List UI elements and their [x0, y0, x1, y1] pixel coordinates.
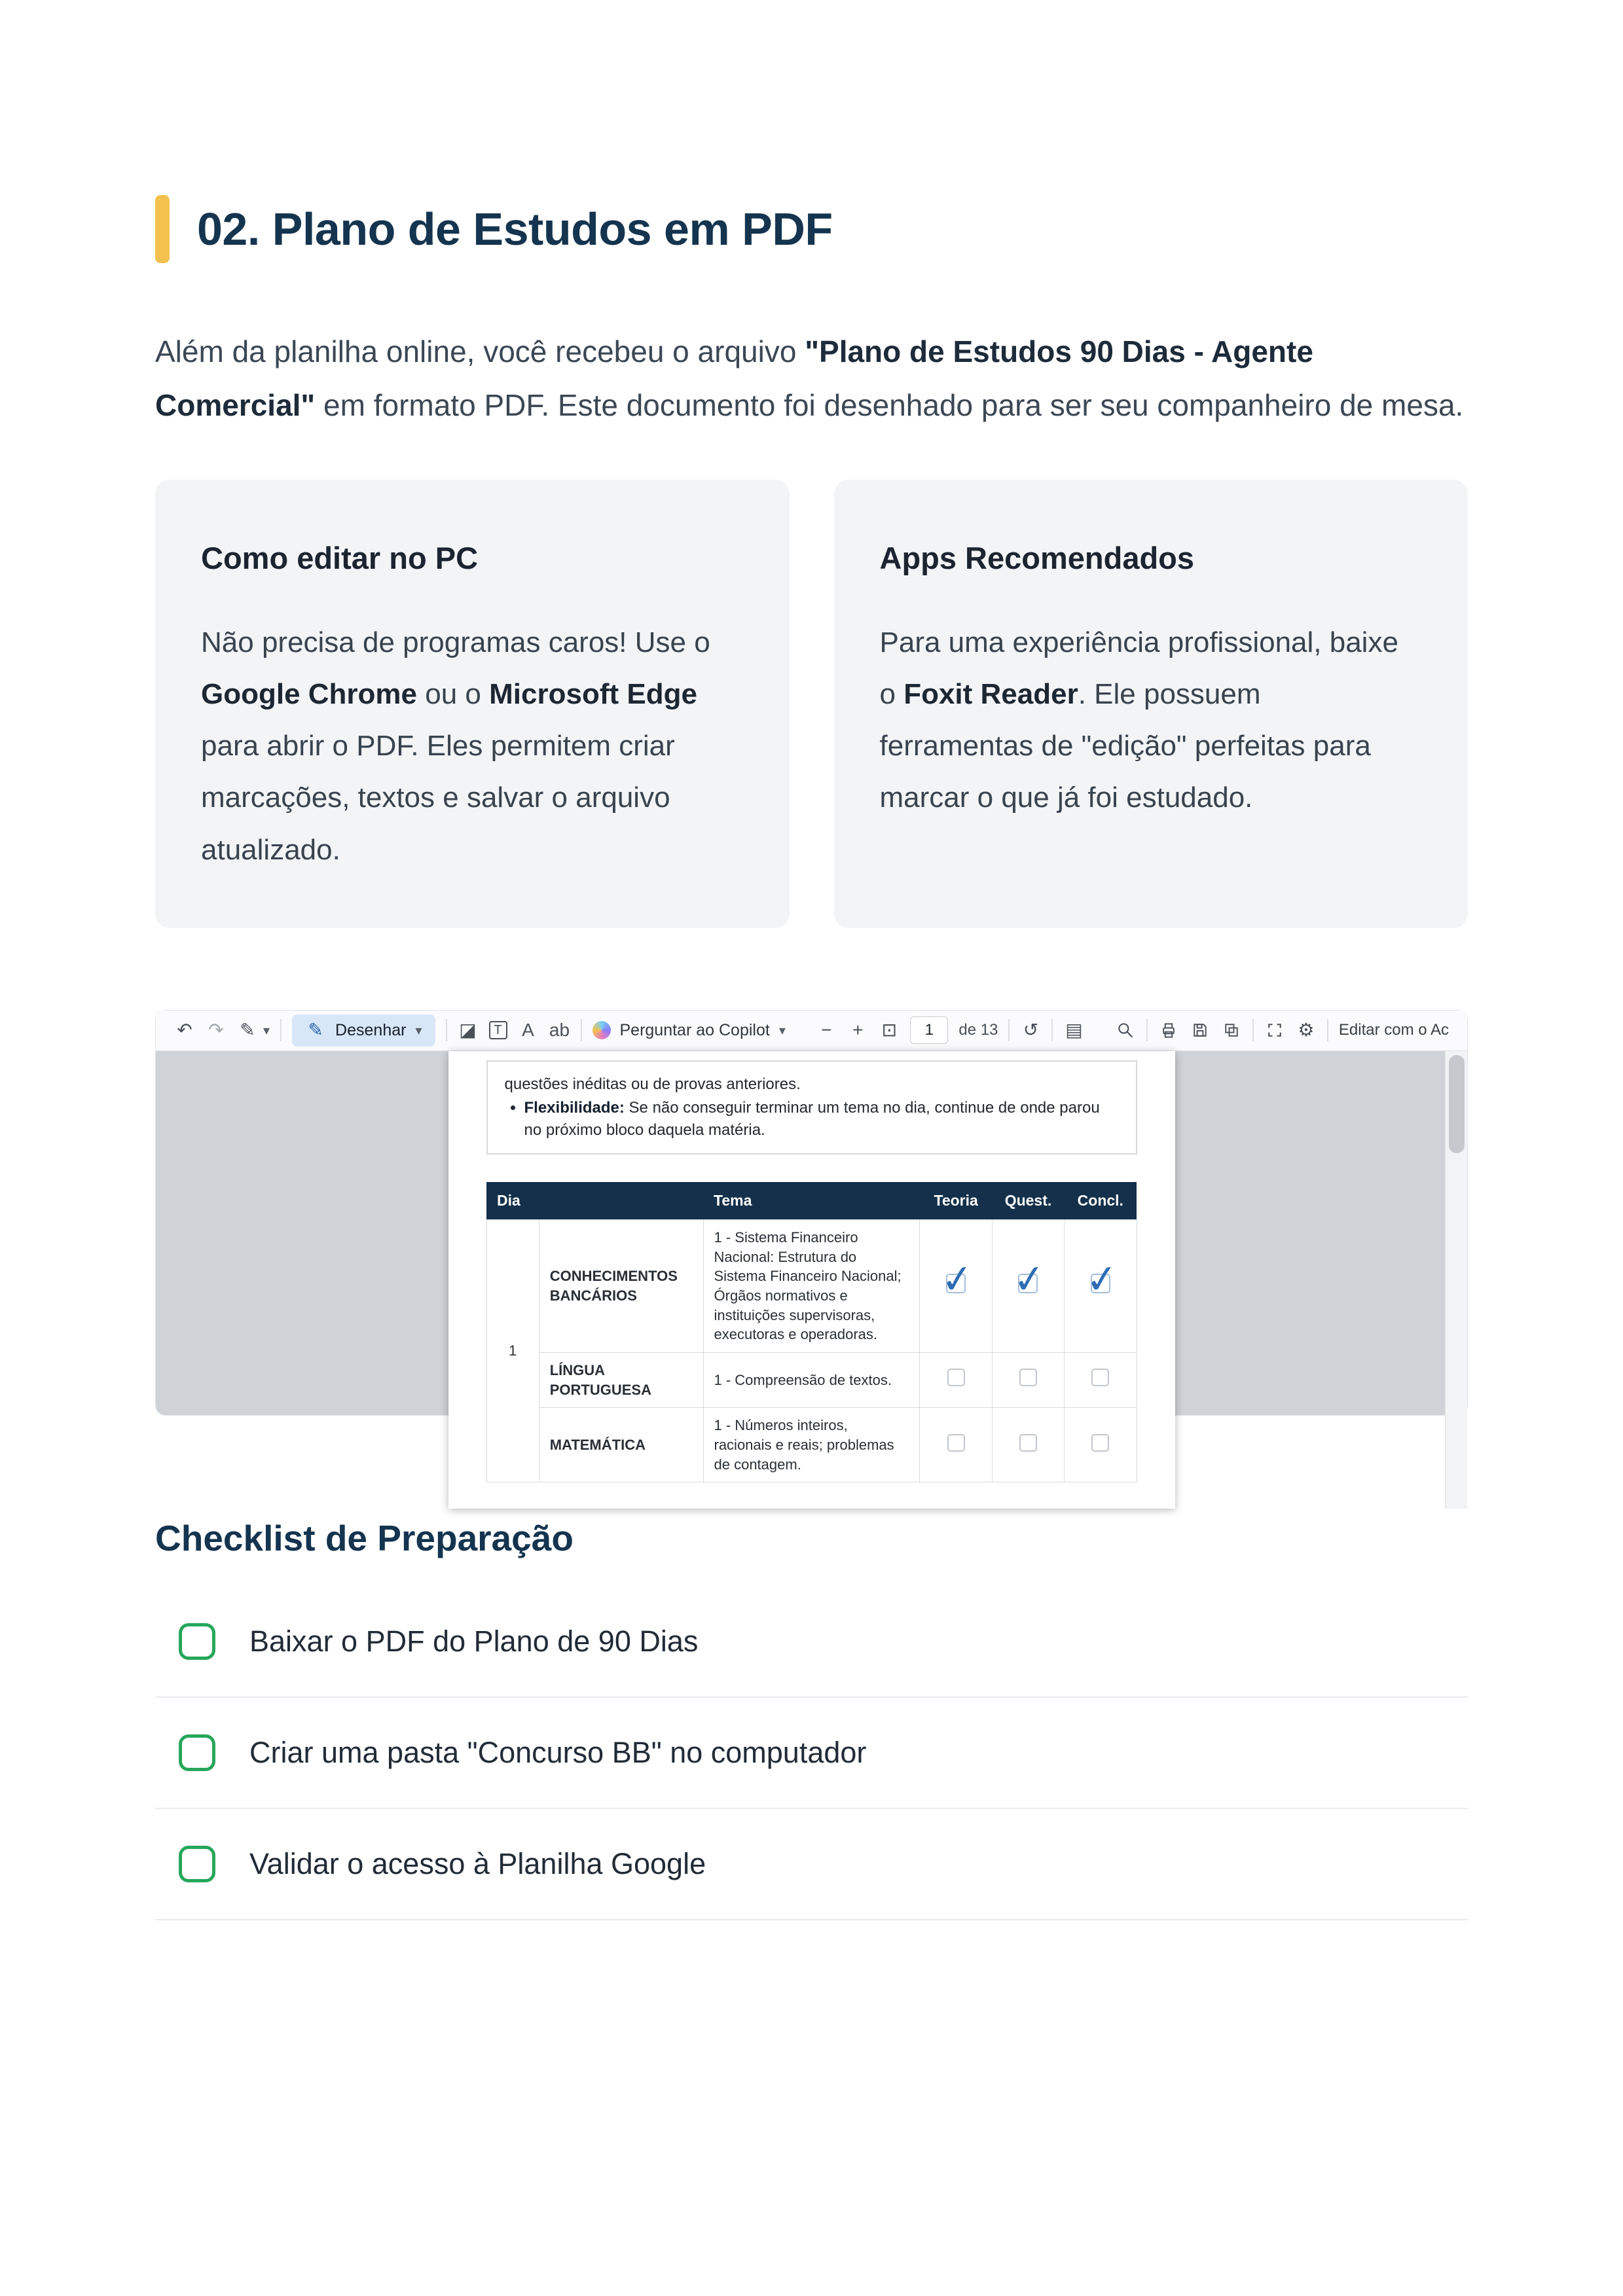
toolbar-separator: [1146, 1019, 1148, 1041]
toolbar-separator: [1051, 1019, 1053, 1041]
subject-cell: LÍNGUA PORTUGUESA: [539, 1353, 703, 1408]
teoria-checkbox-cell: [920, 1219, 992, 1352]
card-text: Não precisa de programas caros! Use o: [201, 626, 710, 658]
document-content: [155, 0, 1468, 1920]
subject-cell: MATEMÁTICA: [539, 1408, 703, 1482]
card-text: para abrir o PDF. Eles permitem criar marcações, textos e salvar o arquivo atualizado.: [201, 730, 675, 866]
copilot-button[interactable]: [593, 1021, 786, 1040]
card-bold-edge: Microsoft Edge: [489, 677, 697, 710]
add-text-icon[interactable]: T: [489, 1021, 507, 1039]
checklist-title: Checklist de Preparação: [155, 1517, 574, 1558]
page-title: 02. Plano de Estudos em PDF: [197, 204, 833, 255]
info-cards-row: [155, 480, 1468, 928]
pdf-viewer-screenshot: [155, 1010, 1468, 1473]
card-text: ou o: [417, 677, 490, 710]
pdf-scrollbar[interactable]: [1445, 1051, 1467, 1509]
checklist-item: [155, 1698, 1468, 1809]
concl-checkbox-cell: [1065, 1219, 1137, 1352]
teoria-checkbox[interactable]: [947, 1369, 965, 1386]
card-apps-recomendados: [834, 480, 1468, 928]
quest-checkbox-cell: [992, 1219, 1064, 1352]
teoria-checkbox[interactable]: [938, 1255, 976, 1303]
concl-checkbox[interactable]: [1083, 1255, 1121, 1303]
intro-bold-filename: "Plano de Estudos 90 Dias - Agente Comercial": [155, 334, 1313, 422]
checklist-item: [155, 1587, 1468, 1698]
pdf-toolbar: [156, 1011, 1467, 1051]
checklist: [155, 1587, 1468, 1920]
chevron-down-icon: ▾: [263, 1023, 270, 1038]
search-icon[interactable]: [1115, 1021, 1136, 1039]
redo-icon[interactable]: ↷: [208, 1020, 224, 1041]
chevron-down-icon: ▾: [415, 1023, 422, 1038]
column-header-tema: Tema: [703, 1182, 920, 1220]
copilot-icon: [593, 1021, 611, 1039]
pdf-bullet-list: [505, 1097, 1119, 1141]
table-row: [486, 1353, 1137, 1408]
highlighter-icon: ✎: [240, 1020, 255, 1041]
concl-checkbox-cell: [1065, 1353, 1137, 1408]
study-plan-table: [486, 1182, 1137, 1483]
check-mark-icon: ✓: [938, 1255, 976, 1303]
card-title: Como editar no PC: [201, 540, 479, 575]
intro-paragraph: [155, 325, 1468, 433]
fullscreen-icon[interactable]: [1264, 1021, 1285, 1039]
checklist-item-label: Validar o acesso à Planilha Google: [249, 1846, 706, 1880]
save-as-icon[interactable]: [1221, 1021, 1242, 1039]
card-body: [880, 617, 1423, 824]
pdf-paragraph-text: questões inéditas ou de provas anteriores.: [504, 1075, 801, 1093]
teoria-checkbox-cell: [920, 1353, 992, 1408]
intro-text-1: Além da planilha online, você recebeu o arquivo: [155, 334, 805, 368]
day-number-cell: 1: [486, 1219, 539, 1482]
zoom-out-icon[interactable]: −: [821, 1020, 832, 1041]
checklist-item-label: Criar uma pasta "Concurso BB" no computador: [249, 1735, 867, 1769]
copilot-button-label: Perguntar ao Copilot: [619, 1020, 770, 1039]
spellcheck-ab-icon[interactable]: ab: [549, 1020, 570, 1041]
column-header-teoria: Teoria: [920, 1182, 992, 1220]
quest-checkbox[interactable]: [1011, 1255, 1049, 1303]
draw-button[interactable]: [292, 1014, 435, 1047]
print-icon[interactable]: [1158, 1021, 1179, 1039]
intro-text-2: em formato PDF. Este documento foi desenhado para ser seu companheiro de mesa.: [315, 387, 1464, 422]
teoria-checkbox[interactable]: [947, 1434, 965, 1452]
card-bold-foxit: Foxit Reader: [903, 677, 1078, 710]
table-row: [486, 1219, 1137, 1352]
toolbar-separator: [280, 1019, 282, 1041]
concl-checkbox-cell: [1065, 1408, 1137, 1482]
tema-cell: 1 - Números inteiros, racionais e reais; problemas de contagem.: [703, 1408, 920, 1482]
teoria-checkbox-cell: [920, 1408, 992, 1482]
table-header-row: [486, 1182, 1137, 1220]
card-body: [201, 617, 744, 876]
toolbar-separator: [1327, 1019, 1328, 1041]
card-title: Apps Recomendados: [879, 540, 1195, 575]
column-header-quest: Quest.: [992, 1182, 1064, 1220]
card-text: . Ele possuem ferramentas de "edição" perfeitas para marcar o que já foi estudado.: [879, 677, 1371, 814]
pdf-bullet-item: [524, 1097, 1119, 1141]
checklist-checkbox[interactable]: [179, 1846, 215, 1882]
toolbar-separator: [1252, 1019, 1254, 1041]
checklist-item-label: Baixar o PDF do Plano de 90 Dias: [249, 1624, 699, 1658]
pdf-bullet-text: Se não conseguir terminar um tema no dia, continue de onde parou no próximo bloco daquela matéria.: [524, 1098, 1100, 1139]
heading-accent-bar: [155, 195, 170, 263]
draw-button-label: Desenhar: [335, 1020, 407, 1039]
check-mark-icon: ✓: [1083, 1255, 1121, 1303]
pdf-document-area: [156, 1051, 1467, 1509]
highlight-tool-button[interactable]: [237, 1021, 270, 1039]
edit-with-acrobat-button[interactable]: Editar com o Ac: [1338, 1021, 1449, 1039]
pen-icon: ✎: [308, 1020, 323, 1041]
save-icon[interactable]: [1190, 1021, 1211, 1039]
card-text: Para uma experiência profissional, baixe o: [879, 626, 1398, 710]
concl-checkbox[interactable]: [1091, 1434, 1109, 1452]
undo-icon[interactable]: ↶: [177, 1020, 192, 1041]
column-header-dia: Dia: [486, 1182, 703, 1220]
page-number-input[interactable]: 1: [910, 1016, 948, 1044]
quest-checkbox[interactable]: [1019, 1369, 1037, 1386]
section-heading: [155, 195, 1468, 263]
zoom-in-icon[interactable]: +: [852, 1020, 864, 1041]
check-mark-icon: ✓: [1011, 1255, 1049, 1303]
pdf-bullet-bold: Flexibilidade:: [524, 1098, 625, 1117]
quest-checkbox[interactable]: [1019, 1434, 1037, 1452]
settings-gear-icon[interactable]: ⚙: [1298, 1020, 1315, 1041]
checklist-item: [155, 1809, 1468, 1920]
pdf-callout-box: [486, 1060, 1137, 1155]
chevron-down-icon: ▾: [778, 1023, 786, 1038]
pdf-scrollbar-thumb[interactable]: [1449, 1055, 1465, 1153]
tema-cell: 1 - Compreensão de textos.: [703, 1353, 920, 1408]
quest-checkbox-cell: [992, 1408, 1064, 1482]
subject-cell: CONHECIMENTOS BANCÁRIOS: [539, 1219, 703, 1352]
quest-checkbox-cell: [992, 1353, 1064, 1408]
fit-page-icon[interactable]: ⊡: [881, 1020, 898, 1041]
checklist-checkbox[interactable]: [179, 1623, 215, 1660]
read-aloud-icon[interactable]: A: [522, 1020, 534, 1041]
page-layout-icon[interactable]: ▤: [1065, 1020, 1083, 1041]
rotate-icon[interactable]: ↺: [1023, 1020, 1039, 1041]
concl-checkbox[interactable]: [1091, 1369, 1109, 1386]
toolbar-separator: [1008, 1019, 1010, 1041]
toolbar-separator: [446, 1019, 447, 1041]
checklist-checkbox[interactable]: [179, 1734, 215, 1771]
tema-cell: 1 - Sistema Financeiro Nacional: Estrutura do Sistema Financeiro Nacional; Órgãos normativos e instituições supervisoras, executoras e operadoras.: [703, 1219, 920, 1352]
card-como-editar-no-pc: [155, 480, 790, 928]
column-header-concl: Concl.: [1065, 1182, 1137, 1220]
toolbar-separator: [581, 1019, 582, 1041]
pdf-page: [448, 1051, 1175, 1509]
card-bold-chrome: Google Chrome: [201, 677, 418, 710]
page-total-label: de 13: [958, 1021, 998, 1039]
eraser-icon[interactable]: ◪: [459, 1020, 477, 1041]
table-row: [486, 1408, 1137, 1482]
